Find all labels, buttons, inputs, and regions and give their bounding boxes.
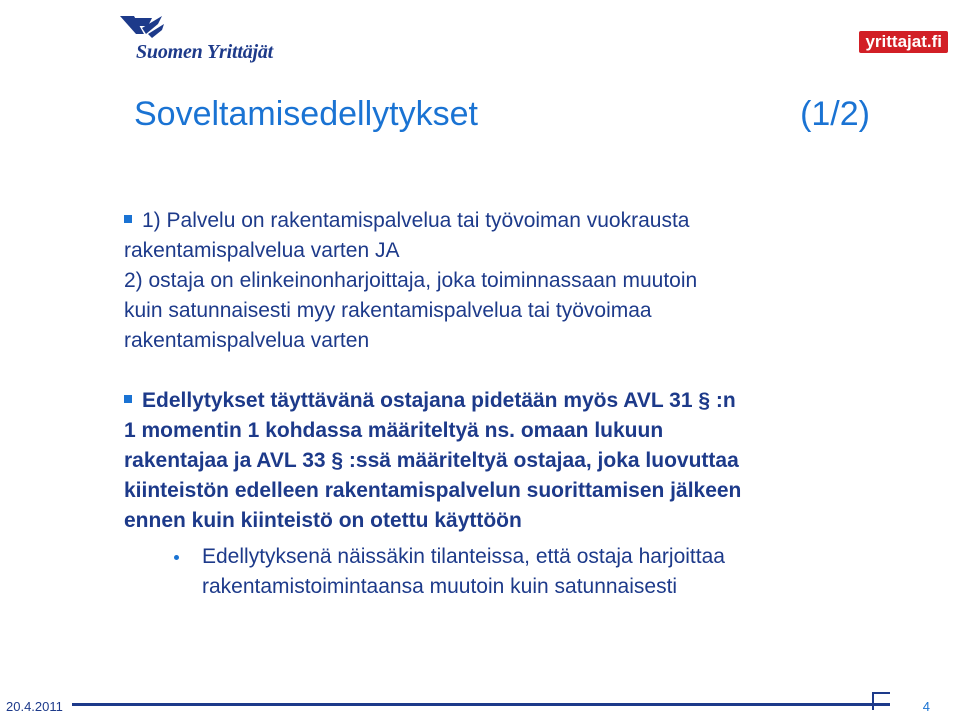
sub-bullet-line-1: Edellytyksenä näissäkin tilanteissa, että ostaja harjoittaa [202,545,725,568]
bullet-2-line-2: 1 momentin 1 kohdassa määriteltyä ns. omaan lukuun [124,419,664,442]
bullet-1-text-1: 1) Palvelu on rakentamispalvelua tai työvoiman vuokrausta [142,209,690,232]
bullet-2-line-3: rakentajaa ja AVL 33 § :ssä määriteltyä ostajaa, joka luovuttaa [124,449,739,472]
slide-content [124,206,914,602]
logo-wordmark: Suomen Yrittäjät [136,41,274,63]
square-bullet-icon [124,215,132,223]
para-2-line-1: 2) ostaja on elinkeinonharjoittaja, joka toiminnassaan muutoin [124,269,698,292]
footer-divider [72,703,890,706]
slide-title: Soveltamisedellytykset [134,95,478,133]
footer-corner-mark [872,692,890,710]
square-bullet-icon [124,395,132,403]
yrittajat-fi-logo: yrittajat.fi [859,31,948,53]
bullet-2-line-4: kiinteistön edelleen rakentamispalvelun suorittamisen jälkeen [124,479,742,502]
bullet-2-line-1 [124,386,914,416]
para-2-line-3: rakentamispalvelua varten [124,329,370,352]
para-2-line-2: kuin satunnaisesti myy rakentamispalvelua tai työvoimaa [124,299,652,322]
slide-title-page: (1/2) [800,95,870,133]
bullet-1-line-1 [124,206,914,236]
bullet-1-line-2: rakentamispalvelua varten JA [124,239,400,262]
footer-page-number: 4 [922,699,930,714]
footer-date: 20.4.2011 [6,699,63,714]
dot-bullet-icon [174,555,179,560]
sub-bullet-line-2: rakentamistoimintaansa muutoin kuin satunnaisesti [202,575,678,598]
bullet-2-text-1: Edellytykset täyttävänä ostajana pidetään myös AVL 31 § :n [142,389,736,412]
bullet-2-line-5: ennen kuin kiinteistö on otettu käyttöön [124,509,522,532]
sub-bullet [124,542,914,602]
suomen-yrittajat-logo [118,14,348,63]
